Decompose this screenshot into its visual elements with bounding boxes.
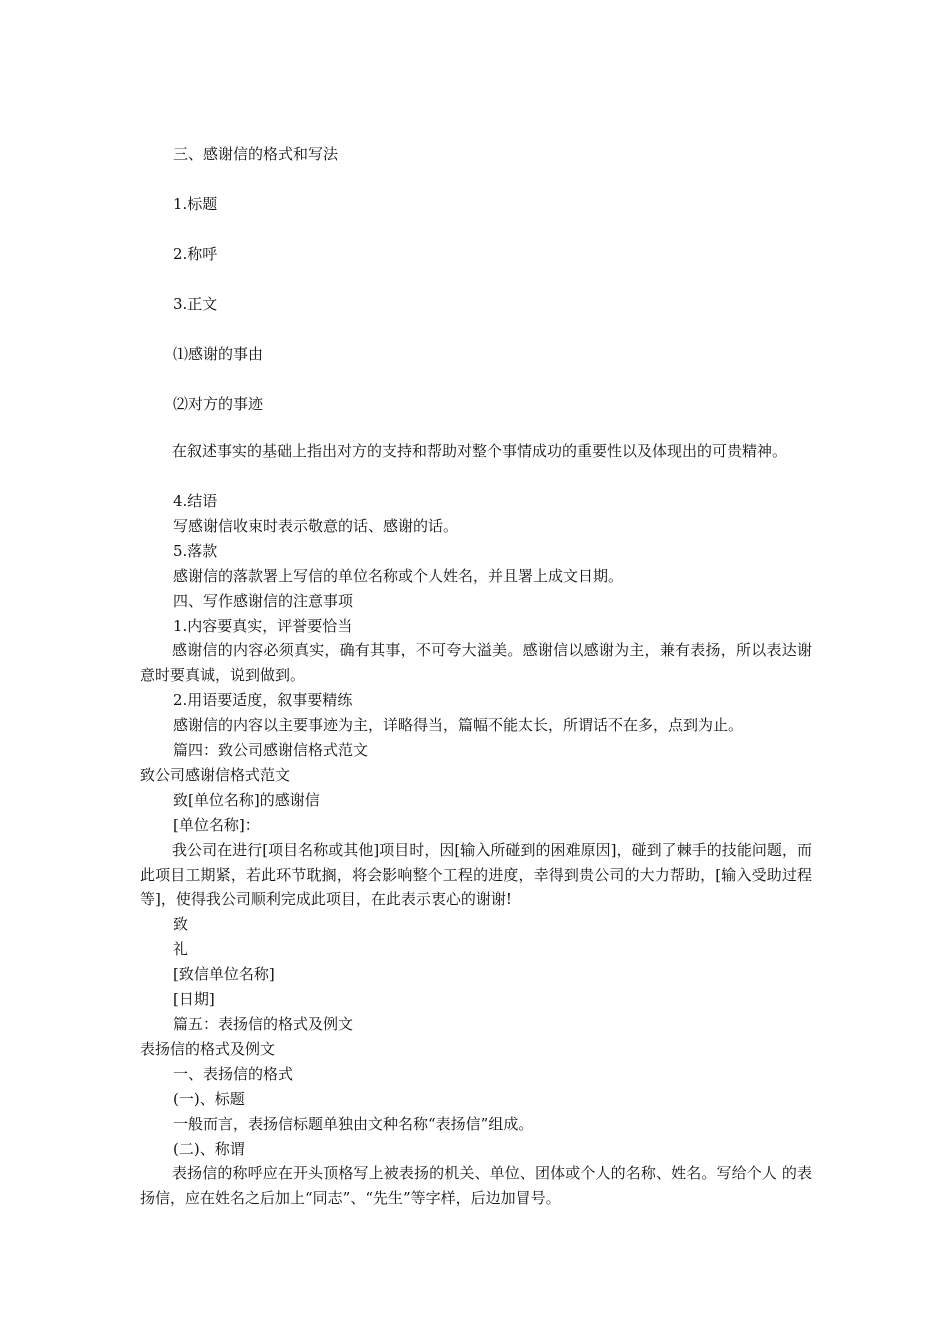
article5-title-text: 一般而言，表扬信标题单独由文种名称“表扬信”组成。 — [173, 1115, 534, 1133]
section3-heading: 三、感谢信的格式和写法 — [173, 145, 339, 163]
section3-signature-text: 感谢信的落款署上写信的单位名称或个人姓名，并且署上成文日期。 — [173, 567, 624, 585]
article4-closing-salute: 礼 — [173, 940, 189, 958]
article5-heading: 篇五：表扬信的格式及例文 — [173, 1015, 354, 1033]
article4-letter-body: 我公司在进行[项目名称或其他]项目时，因[输入所碰到的困难原因]，碰到了棘手的技能问题，而此项目工期紧，若此环节耽搁，将会影响整个工程的进度，幸得到贵公司的大力帮助，[输入受助过程等]，使得我公司顺利完成此项目，在此表示衷心的谢谢! — [140, 841, 812, 908]
section3-closing-text: 写感谢信收束时表示敬意的话、感谢的话。 — [173, 517, 459, 535]
section3-item-salutation: 2.称呼 — [173, 245, 218, 263]
article5-title: 表扬信的格式及例文 — [140, 1040, 276, 1058]
article4-signature: [致信单位名称] — [173, 965, 275, 983]
article4-date: [日期] — [173, 990, 215, 1008]
section3-sub-reason: ⑴感谢的事由 — [173, 345, 264, 363]
section4-truthful-paragraph: 感谢信的内容必须真实，确有其事，不可夸大溢美。感谢信以感谢为主，兼有表扬，所以表达谢意时要真诚，说到做到。 — [140, 641, 812, 684]
article5-part-title: (一)、标题 — [173, 1090, 245, 1108]
section4-concise-text: 感谢信的内容以主要事迹为主，详略得当，篇幅不能太长，所谓话不在多，点到为止。 — [173, 716, 744, 734]
article4-salutation: [单位名称]： — [173, 816, 260, 834]
section3-item-body: 3.正文 — [173, 295, 218, 313]
article4-title: 致公司感谢信格式范文 — [140, 766, 291, 784]
section3-item-closing: 4.结语 — [173, 492, 218, 510]
article4-heading: 篇四：致公司感谢信格式范文 — [173, 741, 369, 759]
section3-body-paragraph: 在叙述事实的基础上指出对方的支持和帮助对整个事情成功的重要性以及体现出的可贵精神。 — [172, 442, 788, 460]
section4-item-truthful: 1.内容要真实，评誉要恰当 — [173, 617, 353, 635]
section3-sub-deeds: ⑵对方的事迹 — [173, 395, 264, 413]
section4-heading: 四、写作感谢信的注意事项 — [173, 592, 354, 610]
section3-item-signature: 5.落款 — [173, 542, 218, 560]
article5-sub-heading: 一、表扬信的格式 — [173, 1065, 294, 1083]
article4-closing-to: 致 — [173, 915, 189, 933]
article5-salutation-paragraph: 表扬信的称呼应在开头顶格写上被表扬的机关、单位、团体或个人的名称、姓名。写给个人 的表扬信，应在姓名之后加上“同志”、“先生”等字样，后边加冒号。 — [140, 1164, 812, 1207]
section3-item-title: 1.标题 — [173, 195, 218, 213]
article4-letter-title: 致[单位名称]的感谢信 — [173, 791, 320, 809]
section4-item-concise: 2.用语要适度，叙事要精练 — [173, 691, 353, 709]
article5-part-salutation: (二)、称谓 — [173, 1140, 245, 1158]
